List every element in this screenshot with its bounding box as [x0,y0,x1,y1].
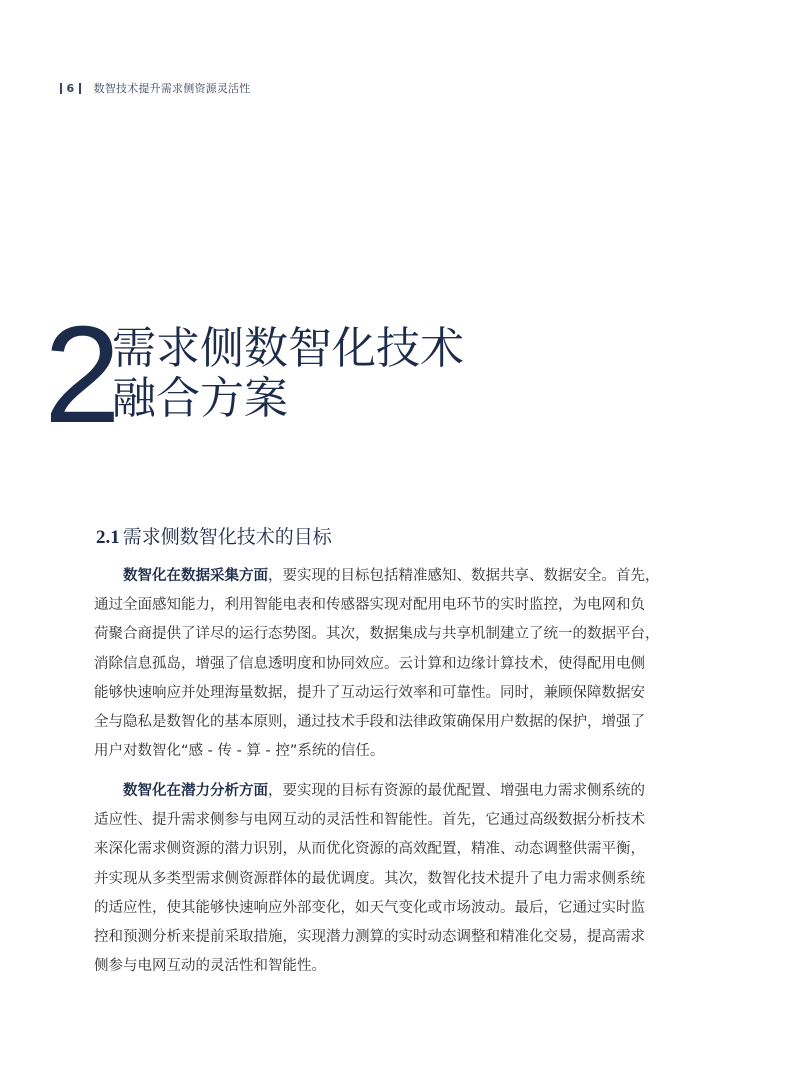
paragraph-text: ，要实现的目标有资源的最优配置、增强电力需求侧系统的 [268,783,645,799]
header-divider-left [60,83,62,94]
chapter-heading [44,298,744,452]
paragraph-data-collection [94,562,668,766]
paragraph-potential-analysis [94,777,668,981]
paragraph-line: 适应性、提升需求侧参与电网互动的灵活性和智能性。首先，它通过高级数据分析技术 [94,812,645,829]
paragraph-lead: 数智化在潜力分析方面 [123,783,268,799]
paragraph-line: 并实现从多类型需求侧资源群体的最优调度。其次，数智化技术提升了电力需求侧系统 [94,870,645,887]
section-title-text: 需求侧数智化技术的目标 [122,526,332,548]
paragraph-line: 能够快速响应并处理海量数据，提升了互动运行效率和可靠性。同时，兼顾保障数据安 [94,684,645,701]
chapter-number: 2 [44,298,117,452]
page-header [60,80,250,96]
paragraph-line: 荷聚合商提供了详尽的运行态势图。其次，数据集成与共享机制建立了统一的数据平台， [94,626,660,643]
chapter-title-line-1: 需求侧数智化技术 [112,323,464,374]
section-title [96,522,332,549]
paragraph-line: 侧参与电网互动的灵活性和智能性。 [94,958,326,975]
chapter-title-line-2: 融合方案 [112,373,288,424]
header-divider-right [79,83,81,94]
running-title: 数智技术提升需求侧资源灵活性 [93,82,251,95]
paragraph-line: 用户对数智化“感 - 传 - 算 - 控”系统的信任。 [94,743,385,760]
paragraph-line: 的适应性，使其能够快速响应外部变化，如天气变化或市场波动。最后，它通过实时监 [94,899,645,916]
paragraph-line: 控和预测分析来提前采取措施，实现潜力测算的实时动态调整和精准化交易，提高需求 [94,928,645,945]
paragraph-line: 来深化需求侧资源的潜力识别，从而优化资源的高效配置，精准、动态调整供需平衡， [94,841,645,858]
section-number: 2.1 [96,527,120,548]
chapter-title [112,324,464,424]
paragraph-line: 消除信息孤岛，增强了信息透明度和协同效应。云计算和边缘计算技术，使得配用电侧 [94,655,645,672]
paragraph-text: ，要实现的目标包括精准感知、数据共享、数据安全。首先， [268,568,660,584]
paragraph-line [94,562,668,591]
paragraph-line: 全与隐私是数智化的基本原则，通过技术手段和法律政策确保用户数据的保护，增强了 [94,713,645,730]
paragraph-lead: 数智化在数据采集方面 [123,568,268,584]
page-number: 6 [66,81,75,95]
paragraph-line [94,777,668,806]
paragraph-line: 通过全面感知能力，利用智能电表和传感器实现对配用电环节的实时监控，为电网和负 [94,597,645,614]
